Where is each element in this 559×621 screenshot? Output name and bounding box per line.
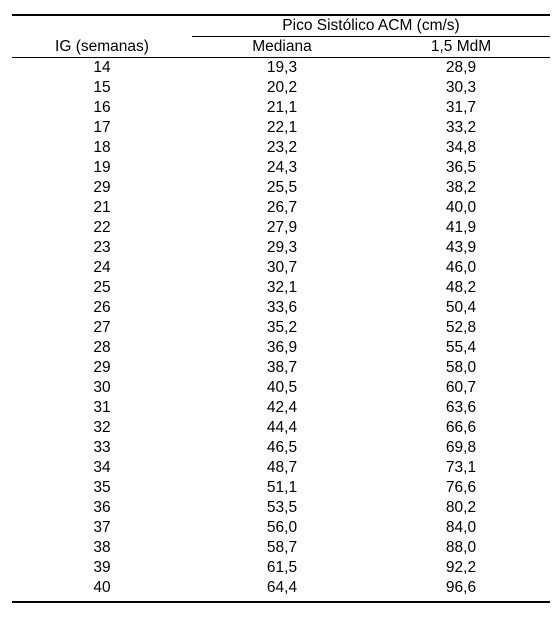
cell-mdm: 88,0 [445,539,477,556]
cell-ig: 22 [93,219,111,236]
cell-ig: 40 [93,579,111,596]
table-row [12,538,550,558]
table-row [12,378,550,398]
reference-table [12,14,550,603]
cell-ig: 38 [93,539,111,556]
cell-mediana: 27,9 [266,219,298,236]
cell-mediana: 35,2 [266,319,298,336]
cell-mdm: 33,2 [445,119,477,136]
table-row [12,58,550,79]
table-row [12,298,550,318]
table-row [12,238,550,258]
table-row [12,398,550,418]
cell-ig: 29 [93,179,111,196]
cell-mdm: 96,6 [445,579,477,596]
table-row [12,198,550,218]
table-row [12,498,550,518]
cell-ig: 16 [93,99,111,116]
cell-mediana: 40,5 [266,379,298,396]
cell-mediana: 64,4 [266,579,298,596]
bottom-rule-cell [372,598,550,602]
table-row [12,518,550,538]
cell-mediana: 22,1 [266,119,298,136]
cell-mediana: 51,1 [266,479,298,496]
cell-mediana: 42,4 [266,399,298,416]
cell-ig: 14 [93,59,111,76]
table-row [12,458,550,478]
cell-ig: 19 [93,159,111,176]
cell-ig: 37 [93,519,111,536]
table-row [12,158,550,178]
cell-mdm: 63,6 [445,399,477,416]
cell-mdm: 84,0 [445,519,477,536]
table-body [12,58,550,603]
cell-ig: 29 [93,359,111,376]
bottom-rule-cell [12,598,192,602]
column-header-mediana: Mediana [192,37,372,58]
group-header-cell [192,15,550,37]
cell-mediana: 44,4 [266,419,298,436]
cell-ig: 35 [93,479,111,496]
cell-mediana: 25,5 [266,179,298,196]
cell-mediana: 19,3 [266,59,298,76]
cell-ig: 39 [93,559,111,576]
table-row [12,178,550,198]
table-row [12,478,550,498]
cell-ig: 33 [93,439,111,456]
group-header-row [12,15,550,37]
table-header [12,15,550,58]
cell-mdm: 46,0 [445,259,477,276]
cell-mediana: 56,0 [266,519,298,536]
cell-mdm: 73,1 [445,459,477,476]
cell-ig: 24 [93,259,111,276]
cell-mediana: 53,5 [266,499,298,516]
cell-mediana: 36,9 [266,339,298,356]
cell-mdm: 76,6 [445,479,477,496]
cell-ig: 31 [93,399,111,416]
cell-mdm: 43,9 [445,239,477,256]
column-header-mdm: 1,5 MdM [372,37,550,58]
cell-mdm: 80,2 [445,499,477,516]
cell-mediana: 46,5 [266,439,298,456]
cell-mediana: 29,3 [266,239,298,256]
cell-mdm: 38,2 [445,179,477,196]
cell-mediana: 20,2 [266,79,298,96]
cell-ig: 27 [93,319,111,336]
cell-mdm: 28,9 [445,59,477,76]
cell-mediana: 58,7 [266,539,298,556]
cell-mdm: 41,9 [445,219,477,236]
cell-ig: 23 [93,239,111,256]
cell-ig: 17 [93,119,111,136]
cell-mdm: 34,8 [445,139,477,156]
cell-mediana: 48,7 [266,459,298,476]
cell-mdm: 48,2 [445,279,477,296]
cell-mdm: 52,8 [445,319,477,336]
cell-mediana: 32,1 [266,279,298,296]
cell-ig: 32 [93,419,111,436]
cell-mdm: 69,8 [445,439,477,456]
table-row [12,438,550,458]
cell-mediana: 38,7 [266,359,298,376]
group-header-spacer [12,15,192,37]
table-bottom-rule [12,598,550,602]
cell-mediana: 24,3 [266,159,298,176]
cell-ig: 34 [93,459,111,476]
cell-mdm: 66,6 [445,419,477,436]
cell-ig: 28 [93,339,111,356]
table-row [12,78,550,98]
bottom-rule-cell [192,598,372,602]
table-row [12,98,550,118]
cell-mediana: 26,7 [266,199,298,216]
cell-mdm: 30,3 [445,79,477,96]
cell-mdm: 40,0 [445,199,477,216]
table-row [12,278,550,298]
table-row [12,418,550,438]
table-row [12,338,550,358]
cell-ig: 36 [93,499,111,516]
column-header-row [12,37,550,58]
cell-mediana: 30,7 [266,259,298,276]
cell-mediana: 23,2 [266,139,298,156]
cell-mdm: 92,2 [445,559,477,576]
group-header-label: Pico Sistólico ACM (cm/s) [192,16,550,37]
column-header-ig: IG (semanas) [12,37,192,58]
cell-ig: 18 [93,139,111,156]
table-row [12,138,550,158]
cell-ig: 21 [93,199,111,216]
cell-ig: 30 [93,379,111,396]
cell-mediana: 33,6 [266,299,298,316]
cell-mdm: 55,4 [445,339,477,356]
cell-mdm: 31,7 [445,99,477,116]
table-row [12,218,550,238]
table-row [12,358,550,378]
cell-mdm: 60,7 [445,379,477,396]
cell-ig: 25 [93,279,111,296]
cell-mdm: 50,4 [445,299,477,316]
cell-ig: 15 [93,79,111,96]
cell-ig: 26 [93,299,111,316]
cell-mdm: 36,5 [445,159,477,176]
cell-mdm: 58,0 [445,359,477,376]
cell-mediana: 61,5 [266,559,298,576]
table-row [12,558,550,578]
table-row [12,118,550,138]
table-row [12,318,550,338]
cell-mediana: 21,1 [266,99,298,116]
table-row [12,258,550,278]
table-row [12,578,550,598]
